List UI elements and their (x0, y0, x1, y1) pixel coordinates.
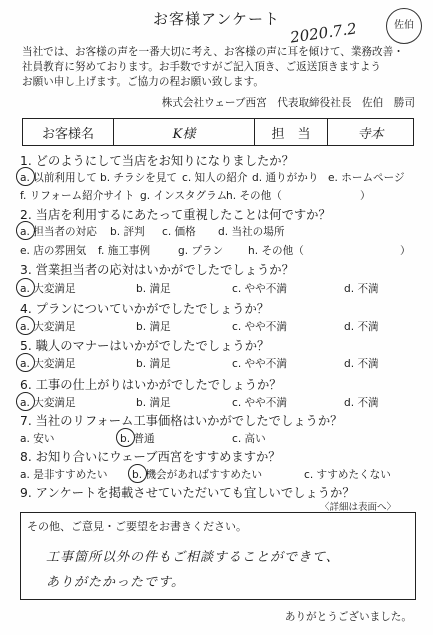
q1-option-a[interactable]: a. 以前利用して (20, 172, 97, 184)
q1-option-h-close: ） (360, 190, 371, 202)
comment-line: 工事箇所以外の件もご相談することができて、 (46, 550, 340, 565)
comment-line: ありがたかったです。 (46, 575, 185, 590)
q5-option-a[interactable]: a. 大変満足 (20, 358, 76, 370)
customer-info-table (22, 118, 414, 146)
q1-option-e[interactable]: e. ホームページ (328, 172, 405, 184)
q1-option-f[interactable]: f. リフォーム紹介サイト (20, 190, 135, 202)
q1-option-b[interactable]: b. チラシを見て (100, 172, 178, 184)
q3-option-d[interactable]: d. 不満 (344, 283, 379, 295)
q4-option-d[interactable]: d. 不満 (344, 321, 379, 333)
q6-option-b[interactable]: b. 満足 (136, 397, 171, 409)
question-8: 8. お知り合いにウェーブ西宮をすすめますか？ (20, 450, 281, 464)
q5-option-b[interactable]: b. 満足 (136, 358, 171, 370)
q4-option-a[interactable]: a. 大変満足 (20, 321, 76, 333)
customer-name-value[interactable]: K様 (114, 119, 255, 145)
q1-option-h[interactable]: h. その他（ (226, 190, 282, 202)
comment-box[interactable] (20, 512, 416, 600)
selection-circle (16, 353, 35, 372)
staff-name-value[interactable]: 寺本 (357, 126, 384, 142)
seal-text: 佐伯 (394, 20, 414, 31)
intro-line: 当社では、お客様の声を一番大切に考え、お客様の声に耳を傾けて、業務改善・ (22, 46, 404, 58)
q2-option-g[interactable]: g. プラン (178, 245, 224, 257)
q8-option-a[interactable]: a. 是非すすめたい (20, 469, 108, 481)
q3-option-c[interactable]: c. やや不満 (232, 283, 287, 295)
q7-option-a[interactable]: a. 安い (20, 433, 55, 445)
question-6: 6. 工事の仕上がりはいかがでしたでしょうか？ (20, 378, 282, 392)
q6-option-c[interactable]: c. やや不満 (232, 397, 287, 409)
q6-option-d[interactable]: d. 不満 (344, 397, 379, 409)
q3-option-a[interactable]: a. 大変満足 (20, 283, 76, 295)
question-7: 7. 当社のリフォーム工事価格はいかがでしたでしょうか？ (20, 414, 343, 428)
selection-circle (16, 221, 35, 240)
q6-option-a[interactable]: a. 大変満足 (20, 397, 76, 409)
intro-line: 社員教育に努めております。お手数ですがご記入頂き、ご返送頂きますよう (22, 61, 381, 73)
detail-note: 〈詳細は表面へ〉 (320, 502, 397, 513)
selection-circle (16, 392, 35, 411)
q7-option-c[interactable]: c. 高い (232, 433, 266, 445)
q3-option-b[interactable]: b. 満足 (136, 283, 171, 295)
q2-option-b[interactable]: b. 評判 (110, 226, 145, 238)
q4-option-c[interactable]: c. やや不満 (232, 321, 287, 333)
survey-title: お客様アンケート (152, 10, 281, 28)
q2-option-a[interactable]: a. 担当者の対応 (20, 226, 97, 238)
intro-line: お願い申し上げます。ご協力の程お願い致します。 (22, 76, 264, 88)
q4-option-b[interactable]: b. 満足 (136, 321, 171, 333)
thanks-text: ありがとうございました。 (284, 611, 412, 623)
q1-option-c[interactable]: c. 知人の紹介 (182, 172, 248, 184)
comment-label: その他、ご意見・ご要望をお書きください。 (27, 520, 247, 533)
question-5: 5. 職人のマナーはいかがでしたでしょうか？ (20, 339, 270, 353)
q1-option-d[interactable]: d. 通りがかり (252, 172, 319, 184)
intro-text (22, 45, 417, 90)
q2-option-f[interactable]: f. 施工事例 (98, 245, 151, 257)
seal-stamp (386, 8, 422, 44)
selection-circle (16, 167, 35, 186)
selection-circle (16, 316, 35, 335)
question-9: 9. アンケートを掲載させていただいても宜しいでしょうか？ (20, 486, 355, 500)
q8-option-b[interactable]: b. 機会があればすすめたい (132, 469, 263, 481)
question-3: 3. 営業担当者の応対はいかがでしたでしょうか？ (20, 263, 294, 277)
q2-option-d[interactable]: d. 当社の場所 (218, 226, 285, 238)
customer-name-label: お客様名 (23, 119, 114, 145)
q2-option-e[interactable]: e. 店の雰囲気 (20, 245, 87, 257)
q5-option-d[interactable]: d. 不満 (344, 358, 379, 370)
selection-circle (16, 278, 35, 297)
q5-option-c[interactable]: c. やや不満 (232, 358, 287, 370)
question-4: 4. プランについていかがでしたでしょうか？ (20, 302, 270, 316)
q8-option-c[interactable]: c. すすめたくない (304, 469, 391, 481)
selection-circle (116, 428, 135, 447)
handwritten-date: 2020.7.2 (289, 19, 358, 47)
q2-option-h-close: ） (400, 245, 411, 257)
company-signature: 株式会社ウェーブ西宮 代表取締役社長 佐伯 勝司 (161, 97, 415, 109)
q1-option-g[interactable]: g. インスタグラム (140, 190, 228, 202)
q2-option-h[interactable]: h. その他（ (248, 245, 304, 257)
question-1: 1. どのようにして当店をお知りになりましたか？ (20, 154, 294, 168)
staff-label: 担 当 (255, 119, 328, 145)
selection-circle (128, 464, 147, 483)
q7-option-b[interactable]: b. 普通 (120, 433, 155, 445)
question-2: 2. 当店を利用するにあたって重視したことは何ですか？ (20, 208, 331, 222)
q2-option-c[interactable]: c. 価格 (162, 226, 196, 238)
